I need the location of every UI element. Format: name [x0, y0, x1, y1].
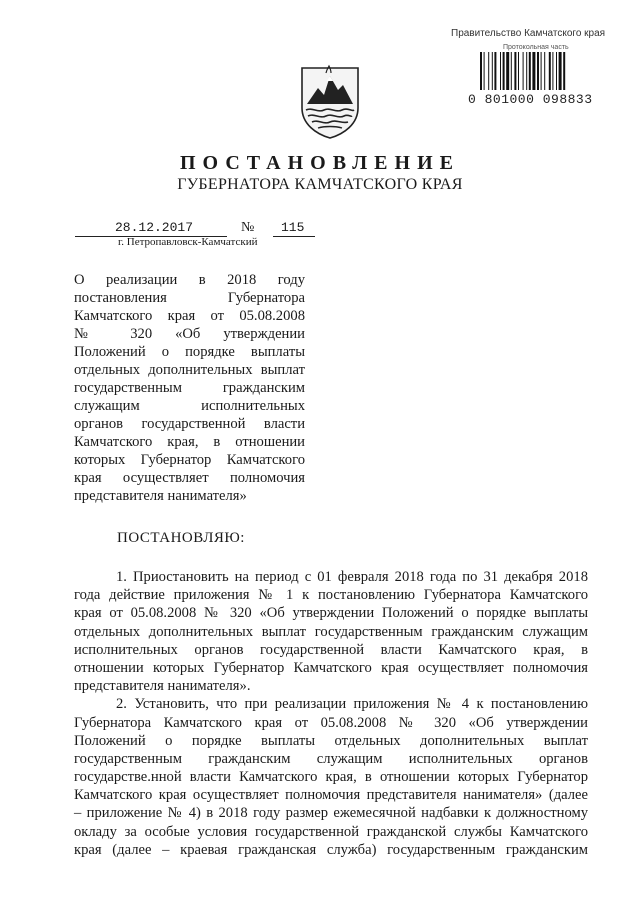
- subject-line: постановления Губернатора: [74, 290, 305, 306]
- body-line: края от 05.08.2008 № 320 «Об утверждении Положений о порядке выплаты: [74, 605, 588, 622]
- subject-line: которых Губернатор Камчатского: [74, 452, 305, 468]
- document-number: 115: [281, 220, 305, 235]
- body-line: Камчатского края осуществляет полномочия представителя нанимателя» (далее: [74, 787, 588, 804]
- body-line: отношении которых Губернатор Камчатского края осуществляет полномочия: [74, 659, 588, 676]
- subject-line: органов государственной власти: [74, 416, 305, 432]
- barcode: [478, 48, 606, 96]
- document-body: [74, 568, 588, 859]
- subject-line: отдельных дополнительных выплат: [74, 362, 305, 378]
- stamp-organization: Правительство Камчатского края: [451, 28, 606, 39]
- body-line: края (далее – краевая гражданская служба) государственным гражданским: [74, 841, 588, 858]
- subject-line: служащим исполнительных: [74, 398, 305, 414]
- subject-line: Положений о порядке выплаты: [74, 344, 305, 360]
- subject-line: представителя нанимателя»: [74, 488, 247, 504]
- document-subtitle: ГУБЕРНАТОРА КАМЧАТСКОГО КРАЯ: [177, 176, 463, 193]
- subject-line: Камчатского края от 05.08.2008: [74, 308, 305, 324]
- document-subject: [74, 271, 305, 505]
- body-line: – приложение № 4) в 2018 году размер ежемесячной надбавки к должностному: [74, 805, 588, 822]
- body-line: отдельных дополнительных выплат государственным гражданским служащим: [74, 623, 588, 640]
- kamchatka-emblem-icon: [298, 64, 362, 140]
- subject-line: О реализации в 2018 году: [74, 272, 305, 288]
- subject-line: края осуществляет полномочия: [74, 470, 305, 486]
- body-line: государстве.нной власти Камчатского края, в отношении которых Губернатор: [74, 769, 588, 786]
- body-line: представителя нанимателя».: [74, 678, 251, 695]
- body-line: Губернатора Камчатского края от 05.08.2008 № 320 «Об утверждении: [74, 714, 588, 731]
- body-line: 2. Установить, что при реализации приложения № 4 к постановлению: [116, 696, 588, 713]
- number-sign: №: [241, 220, 255, 235]
- number-underline: [273, 236, 315, 237]
- document-title: ПОСТАНОВЛЕНИЕ: [180, 152, 460, 174]
- barcode-number: 0 801000 098833: [468, 92, 593, 107]
- subject-line: государственным гражданским: [74, 380, 305, 396]
- subject-line: № 320 «Об утверждении: [74, 326, 305, 342]
- stamp-section: Протокольная часть: [503, 44, 569, 51]
- document-date: 28.12.2017: [115, 220, 194, 235]
- body-line: 1. Приостановить на период с 01 февраля 2018 года по 31 декабря 2018: [116, 569, 588, 585]
- body-line: Положений о порядке выплаты отдельных дополнительных выплат: [74, 732, 588, 749]
- subject-line: Камчатского края, в отношении: [74, 434, 305, 450]
- decree-word: ПОСТАНОВЛЯЮ:: [117, 530, 245, 546]
- body-line: государственным гражданским служащим исполнительных органов: [74, 750, 588, 767]
- body-line: окладу за особые условия государственной гражданской службы Камчатского: [74, 823, 588, 840]
- place-of-issue: г. Петропавловск-Камчатский: [118, 236, 258, 248]
- body-line: года действие приложения № 1 к постановлению Губернатора Камчатского: [74, 587, 588, 604]
- body-line: исполнительных органов государственной власти Камчатского края, в: [74, 641, 588, 658]
